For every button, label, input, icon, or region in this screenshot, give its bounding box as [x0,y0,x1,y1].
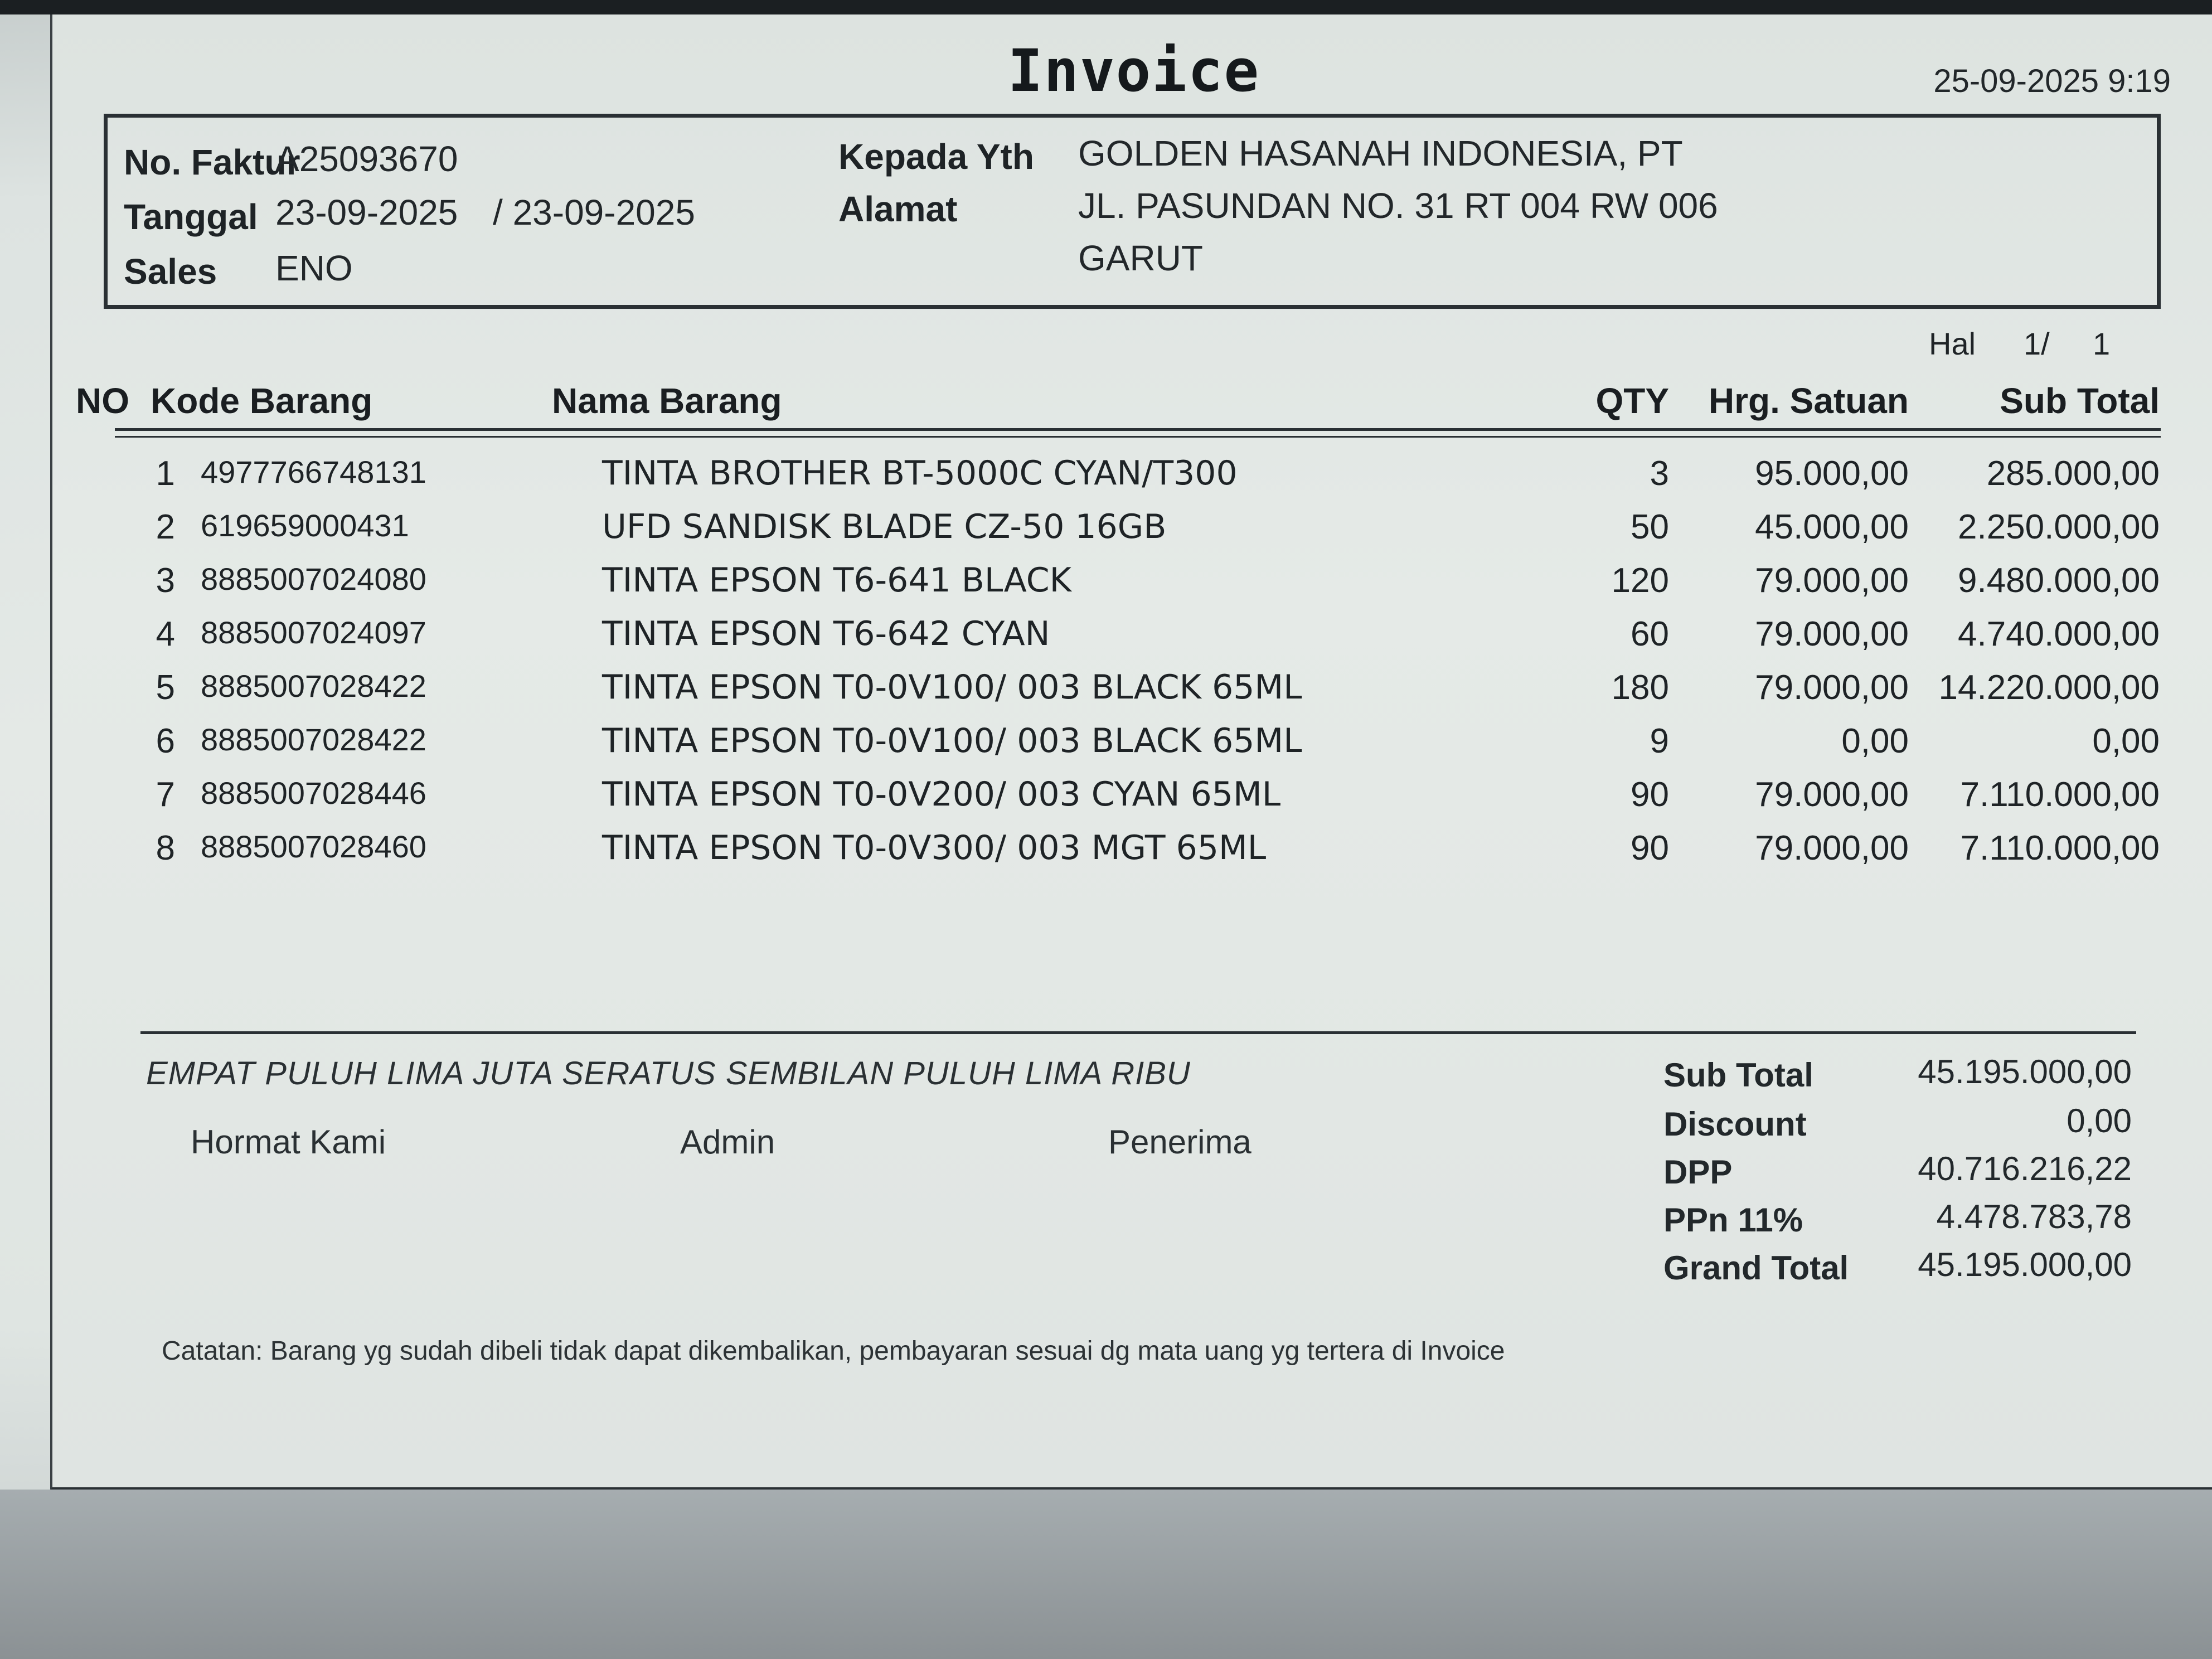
row-harga-satuan: 0,00 [1841,722,1909,760]
row-kode-barang: 8885007024080 [201,561,426,596]
row-qty: 180 [1611,668,1669,707]
row-no: 2 [156,508,175,546]
row-kode-barang: 8885007028422 [201,722,426,757]
row-sub-total: 7.110.000,00 [1960,829,2160,867]
row-sub-total: 4.740.000,00 [1957,615,2160,653]
subtotal-label: Sub Total [1663,1056,1813,1094]
grand-total-label: Grand Total [1663,1249,1849,1287]
row-kode-barang: 4977766748131 [201,454,426,489]
row-kode-barang: 8885007028446 [201,775,426,811]
row-qty: 120 [1611,561,1669,600]
row-no: 6 [156,722,175,760]
sales-label: Sales [124,251,217,292]
page-current: 1/ [2024,326,2050,361]
page-total: 1 [2093,326,2111,361]
table-row [52,721,2212,775]
row-harga-satuan: 79.000,00 [1755,561,1909,600]
row-qty: 90 [1631,775,1669,814]
row-qty: 60 [1631,615,1669,653]
row-no: 8 [156,829,175,867]
row-harga-satuan: 79.000,00 [1755,668,1909,707]
row-nama-barang: TINTA EPSON T0-0V100/ 003 BLACK 65ML [602,668,1302,707]
row-kode-barang: 619659000431 [201,508,409,543]
row-no: 1 [156,454,175,493]
col-header-harga: Hrg. Satuan [1708,381,1909,421]
col-header-subtotal: Sub Total [2000,381,2160,421]
col-header-qty: QTY [1595,381,1669,421]
row-harga-satuan: 45.000,00 [1755,508,1909,546]
catatan-note: Catatan: Barang yg sudah dibeli tidak dapat dikembalikan, pembayaran sesuai dg mata uang yg tertera di Invoice [162,1336,1505,1366]
signature-admin: Admin [680,1123,775,1161]
terbilang-text: EMPAT PULUH LIMA JUTA SERATUS SEMBILAN PULUH LIMA RIBU [146,1055,1191,1092]
row-harga-satuan: 95.000,00 [1755,454,1909,493]
row-harga-satuan: 79.000,00 [1755,615,1909,653]
ppn-label: PPn 11% [1663,1201,1803,1239]
row-sub-total: 9.480.000,00 [1957,561,2160,600]
table-row [52,561,2212,614]
row-nama-barang: TINTA BROTHER BT-5000C CYAN/T300 [602,454,1238,493]
no-faktur-value: A25093670 [275,139,458,179]
row-no: 7 [156,775,175,814]
row-sub-total: 7.110.000,00 [1960,775,2160,814]
totals-separator-rule [140,1031,2136,1034]
row-nama-barang: TINTA EPSON T6-641 BLACK [602,561,1071,600]
alamat-label: Alamat [838,189,958,229]
table-row [52,454,2212,507]
page-label: Hal [1929,326,1976,361]
discount-value: 0,00 [2067,1102,2132,1139]
row-nama-barang: UFD SANDISK BLADE CZ-50 16GB [602,507,1167,546]
table-header-rule [115,428,2161,431]
table-header-rule-inner [115,436,2161,438]
row-sub-total: 0,00 [2092,722,2160,760]
row-qty: 3 [1650,454,1669,493]
print-datetime: 25-09-2025 9:19 [1933,63,2171,99]
row-kode-barang: 8885007028460 [201,829,426,864]
row-sub-total: 2.250.000,00 [1957,508,2160,546]
dpp-label: DPP [1663,1153,1733,1191]
row-qty: 50 [1631,508,1669,546]
col-header-nama: Nama Barang [552,381,782,421]
ppn-value: 4.478.783,78 [1936,1198,2132,1235]
invoice-title: Invoice [1007,37,1260,105]
kepada-value: GOLDEN HASANAH INDONESIA, PT [1078,133,1683,173]
signature-penerima: Penerima [1108,1123,1251,1161]
row-qty: 90 [1631,829,1669,867]
signature-hormat-kami: Hormat Kami [191,1123,386,1161]
dpp-value: 40.716.216,22 [1918,1150,2132,1187]
no-faktur-label: No. Faktur [124,142,300,182]
subtotal-value: 45.195.000,00 [1918,1053,2132,1090]
screen-bottom-area [0,1490,2212,1659]
row-no: 5 [156,668,175,707]
row-kode-barang: 8885007028422 [201,668,426,704]
row-harga-satuan: 79.000,00 [1755,829,1909,867]
table-row [52,507,2212,561]
alamat-line-2: GARUT [1078,238,1203,278]
discount-label: Discount [1663,1105,1807,1143]
invoice-page [50,14,2212,1491]
tanggal-value: 23-09-2025 [275,192,458,232]
col-header-no: NO [76,381,129,421]
row-qty: 9 [1650,722,1669,760]
row-sub-total: 285.000,00 [1986,454,2160,493]
sales-value: ENO [275,248,353,288]
row-nama-barang: TINTA EPSON T0-0V100/ 003 BLACK 65ML [602,721,1302,760]
table-row [52,775,2212,828]
row-nama-barang: TINTA EPSON T0-0V200/ 003 CYAN 65ML [602,775,1281,814]
col-header-kode: Kode Barang [151,381,373,421]
row-sub-total: 14.220.000,00 [1938,668,2160,707]
table-row [52,828,2212,882]
row-harga-satuan: 79.000,00 [1755,775,1909,814]
table-row [52,614,2212,668]
kepada-label: Kepada Yth [838,137,1034,177]
tanggal-label: Tanggal [124,197,258,237]
row-no: 4 [156,615,175,653]
row-kode-barang: 8885007024097 [201,615,426,650]
tanggal-jatuh-tempo: / 23-09-2025 [493,192,695,232]
table-row [52,668,2212,721]
row-nama-barang: TINTA EPSON T6-642 CYAN [602,614,1050,653]
grand-total-value: 45.195.000,00 [1918,1246,2132,1283]
alamat-line-1: JL. PASUNDAN NO. 31 RT 004 RW 006 [1078,186,1718,226]
screen-top-bezel [0,0,2212,14]
row-no: 3 [156,561,175,600]
row-nama-barang: TINTA EPSON T0-0V300/ 003 MGT 65ML [602,828,1267,867]
